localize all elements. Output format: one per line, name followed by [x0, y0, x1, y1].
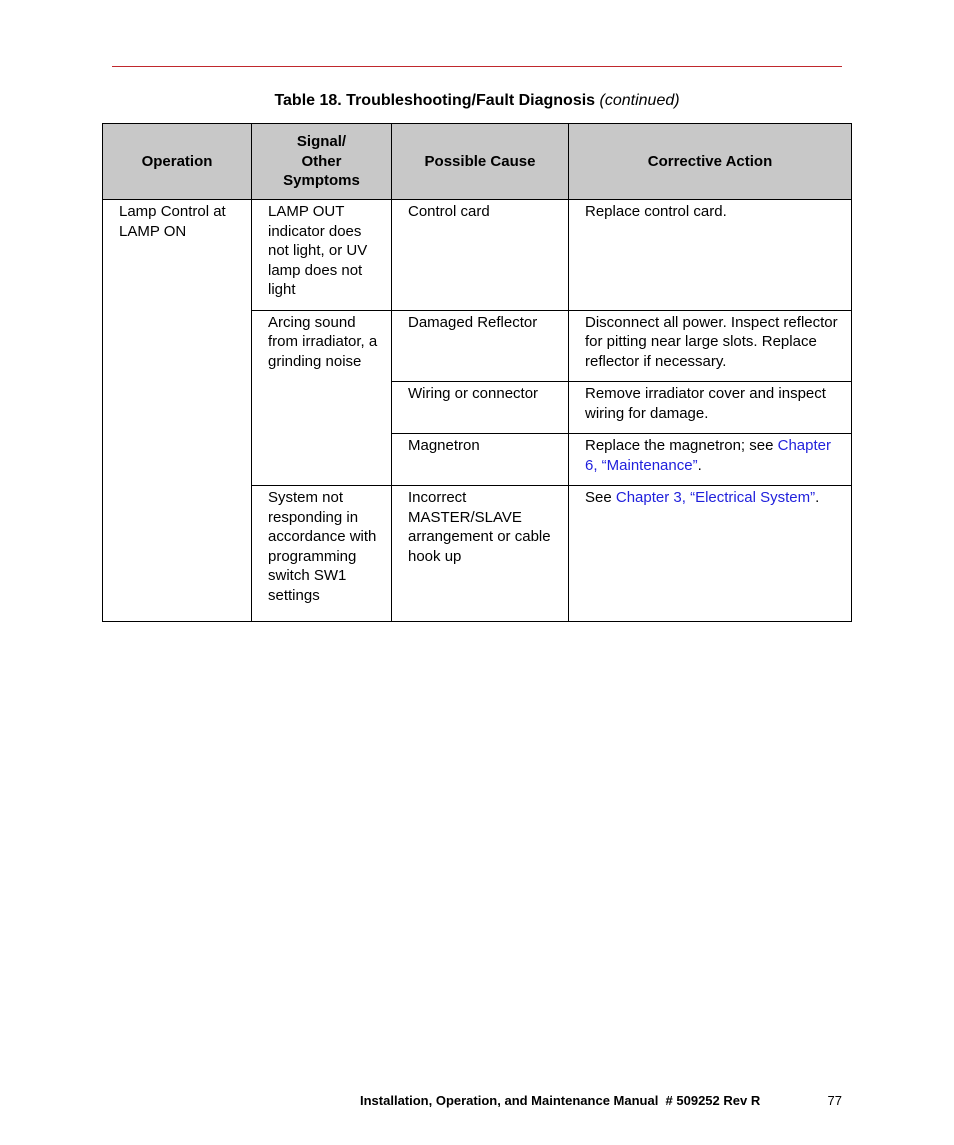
table-title-main: Table 18. Troubleshooting/Fault Diagnosis: [274, 92, 596, 109]
header-action: Corrective Action: [569, 124, 852, 200]
table-title: [102, 91, 852, 111]
table-title-continued: (continued): [599, 92, 680, 109]
table-header-row: [103, 124, 852, 200]
action-cell: Replace control card.: [569, 200, 852, 311]
table-row: [103, 200, 852, 311]
action-cell: Remove irradiator cover and inspect wiring for damage.: [569, 382, 852, 434]
action-cell: Disconnect all power. Inspect reflector for pitting near large slots. Replace reflector if necessary.: [569, 310, 852, 382]
action-cell: [569, 434, 852, 486]
cause-cell: Magnetron: [392, 434, 569, 486]
action-suffix: .: [815, 489, 820, 506]
action-suffix: .: [697, 456, 702, 474]
signal-cell: Arcing sound from irradiator, a grinding noise: [252, 310, 392, 486]
chapter-6-link[interactable]: Chapter 6, “Maintenance”: [585, 437, 831, 474]
cause-cell: Damaged Reflector: [392, 310, 569, 382]
troubleshooting-table: [102, 123, 852, 622]
cause-cell: Incorrect MASTER/SLAVE arrangement or cable hook up: [392, 486, 569, 622]
header-operation: Operation: [103, 124, 252, 200]
cause-cell: Wiring or connector: [392, 382, 569, 434]
header-signal: [252, 124, 392, 200]
header-cause: Possible Cause: [392, 124, 569, 200]
header-rule: [112, 66, 842, 67]
action-text: See: [585, 489, 616, 506]
page-number: 77: [827, 1093, 842, 1108]
action-text: Replace the magnetron; see: [585, 437, 778, 454]
cause-cell: Control card: [392, 200, 569, 311]
action-cell: [569, 486, 852, 622]
header-signal-text: Signal/ Other Symptoms: [283, 133, 360, 190]
footer-manual-title: Installation, Operation, and Maintenance Manual # 509252 Rev R: [360, 1093, 761, 1108]
signal-cell: System not responding in accordance with programming switch SW1 settings: [252, 486, 392, 622]
operation-cell: Lamp Control at LAMP ON: [103, 200, 252, 622]
signal-cell: LAMP OUT indicator does not light, or UV lamp does not light: [252, 200, 392, 311]
chapter-3-link[interactable]: Chapter 3, “Electrical System”: [615, 489, 816, 506]
